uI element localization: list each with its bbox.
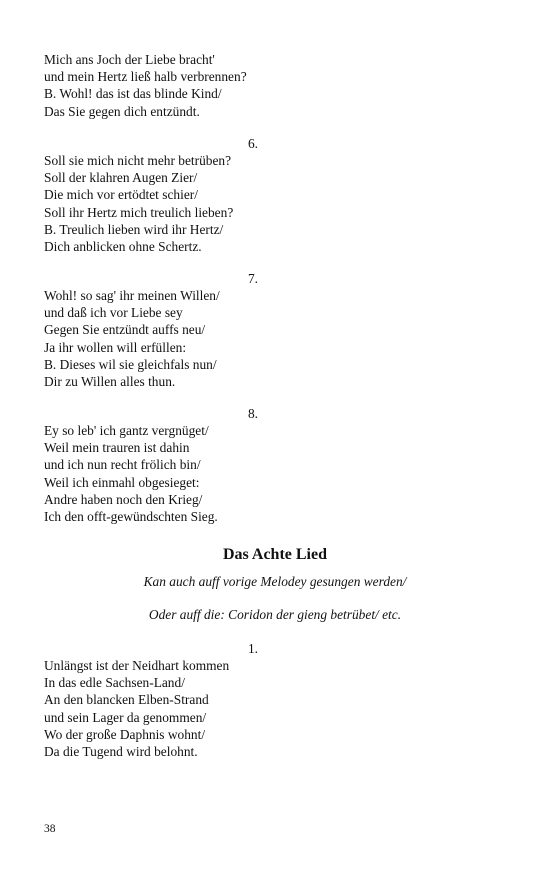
new-song-stanza-1	[44, 657, 229, 760]
verse-line: Gegen Sie entzündt auffs neu/	[44, 322, 206, 338]
stanza-number: 8.	[247, 406, 259, 421]
stanza-5-tail	[44, 51, 247, 120]
verse-line: Weil mein trauren ist dahin	[44, 440, 190, 456]
verse-line: B. Dieses wil sie gleichfals nun/	[44, 356, 217, 372]
stanza-number: 7.	[247, 271, 259, 286]
melody-note: Kan auch auff vorige Melodey gesungen werden/	[143, 574, 407, 589]
verse-line: Ey so leb' ich gantz vergnüget/	[44, 423, 209, 438]
verse-line: An den blancken Elben-Strand	[44, 692, 209, 708]
song-title: Das Achte Lied	[223, 546, 327, 563]
verse-line: und mein Hertz ließ halb verbrennen?	[44, 69, 247, 85]
verse-line: Da die Tugend wird belohnt.	[44, 744, 198, 760]
page-number: 38	[44, 823, 56, 835]
verse-line: Andre haben noch den Krieg/	[44, 491, 203, 507]
verse-line: Unlängst ist der Neidhart kommen	[44, 658, 230, 673]
verse-line: B. Wohl! das ist das blinde Kind/	[44, 86, 222, 102]
verse-line: In das edle Sachsen-Land/	[44, 675, 185, 691]
verse-line: Dir zu Willen alles thun.	[44, 374, 176, 390]
verse-line: B. Treulich lieben wird ihr Hertz/	[44, 221, 224, 237]
verse-line: Soll der klahren Augen Zier/	[44, 170, 198, 186]
verse-line: Wo der große Daphnis wohnt/	[44, 726, 206, 742]
verse-line: Ich den offt-gewündschten Sieg.	[44, 509, 218, 525]
stanza-7	[44, 287, 220, 390]
verse-line: Mich ans Joch der Liebe bracht'	[44, 52, 215, 67]
verse-line: Dich anblicken ohne Schertz.	[44, 239, 202, 255]
verse-line: Das Sie gegen dich entzündt.	[44, 103, 200, 119]
verse-line: und daß ich vor Liebe sey	[44, 305, 183, 321]
verse-line: Wohl! so sag' ihr meinen Willen/	[44, 288, 220, 303]
stanza-number: 6.	[247, 136, 259, 151]
verse-line: Weil ich einmahl obgesieget:	[44, 474, 200, 490]
verse-line: Die mich vor ertödtet schier/	[44, 187, 198, 203]
verse-line: und sein Lager da genommen/	[44, 709, 207, 725]
melody-note: Oder auff die: Coridon der gieng betrübet/ etc.	[148, 607, 402, 622]
stanza-6	[44, 152, 233, 255]
verse-line: Ja ihr wollen will erfüllen:	[44, 339, 187, 355]
verse-line: Soll sie mich nicht mehr betrüben?	[44, 153, 232, 168]
stanza-number: 1.	[247, 641, 259, 656]
verse-line: Soll ihr Hertz mich treulich lieben?	[44, 204, 234, 220]
stanza-8	[44, 422, 218, 525]
verse-line: und ich nun recht frölich bin/	[44, 457, 201, 473]
